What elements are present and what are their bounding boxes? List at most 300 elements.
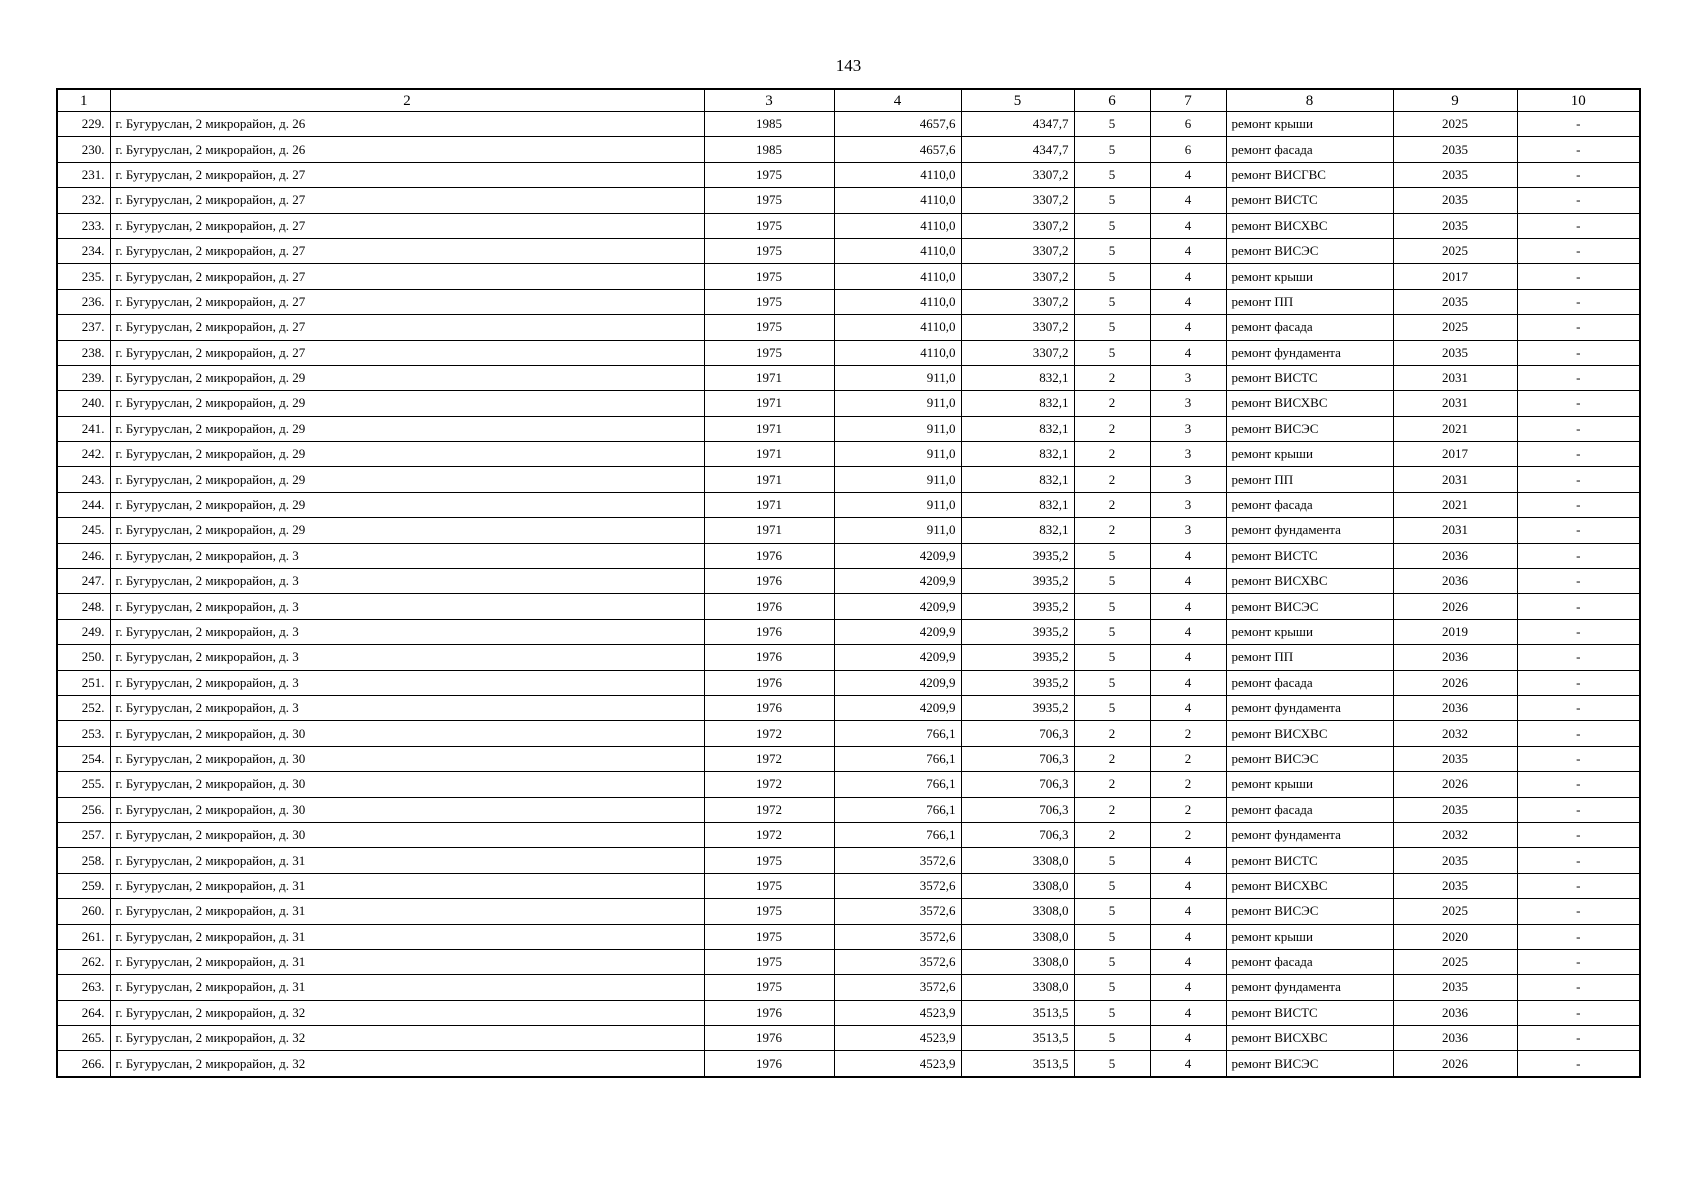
cell-year-built: 1971 [704,492,834,517]
cell-note: - [1517,340,1640,365]
cell-floors: 5 [1074,340,1150,365]
table-row [57,1051,1640,1077]
cell-total-area: 3572,6 [834,949,961,974]
cell-floors: 5 [1074,873,1150,898]
table-row [57,188,1640,213]
cell-total-area: 766,1 [834,822,961,847]
cell-floors: 5 [1074,949,1150,974]
cell-row-number: 252. [57,695,110,720]
cell-year-built: 1976 [704,670,834,695]
cell-year-built: 1976 [704,695,834,720]
page-number: 143 [835,56,862,75]
cell-work-type: ремонт ВИСХВС [1226,1026,1393,1051]
cell-work-type: ремонт фасада [1226,797,1393,822]
cell-work-type: ремонт ПП [1226,645,1393,670]
cell-entrances: 4 [1150,949,1226,974]
cell-entrances: 4 [1150,569,1226,594]
cell-work-type: ремонт фундамента [1226,822,1393,847]
cell-row-number: 249. [57,619,110,644]
cell-entrances: 4 [1150,340,1226,365]
cell-entrances: 3 [1150,365,1226,390]
cell-floors: 2 [1074,442,1150,467]
cell-row-number: 241. [57,416,110,441]
cell-entrances: 4 [1150,289,1226,314]
cell-total-area: 766,1 [834,721,961,746]
cell-address: г. Бугуруслан, 2 микрорайон, д. 29 [110,518,704,543]
cell-total-area: 4110,0 [834,340,961,365]
cell-note: - [1517,112,1640,137]
cell-entrances: 4 [1150,975,1226,1000]
cell-work-type: ремонт фасада [1226,949,1393,974]
cell-floors: 2 [1074,416,1150,441]
cell-year-built: 1971 [704,518,834,543]
cell-address: г. Бугуруслан, 2 микрорайон, д. 31 [110,873,704,898]
cell-address: г. Бугуруслан, 2 микрорайон, д. 32 [110,1051,704,1077]
cell-entrances: 3 [1150,391,1226,416]
cell-note: - [1517,391,1640,416]
cell-entrances: 3 [1150,416,1226,441]
cell-planned-year: 2036 [1393,695,1517,720]
cell-note: - [1517,238,1640,263]
cell-floors: 5 [1074,848,1150,873]
cell-entrances: 4 [1150,594,1226,619]
table-row [57,670,1640,695]
cell-note: - [1517,162,1640,187]
column-header-10: 10 [1517,89,1640,112]
cell-address: г. Бугуруслан, 2 микрорайон, д. 27 [110,162,704,187]
cell-note: - [1517,264,1640,289]
cell-planned-year: 2036 [1393,569,1517,594]
cell-floors: 2 [1074,797,1150,822]
table-row [57,442,1640,467]
cell-work-type: ремонт ВИСЭС [1226,594,1393,619]
cell-floors: 5 [1074,695,1150,720]
cell-year-built: 1976 [704,569,834,594]
table-row [57,416,1640,441]
cell-address: г. Бугуруслан, 2 микрорайон, д. 26 [110,112,704,137]
cell-floors: 5 [1074,645,1150,670]
cell-living-area: 706,3 [961,721,1074,746]
cell-year-built: 1975 [704,924,834,949]
cell-work-type: ремонт ВИСХВС [1226,391,1393,416]
cell-address: г. Бугуруслан, 2 микрорайон, д. 29 [110,365,704,390]
cell-work-type: ремонт ВИСЭС [1226,238,1393,263]
cell-entrances: 2 [1150,797,1226,822]
cell-row-number: 262. [57,949,110,974]
cell-address: г. Бугуруслан, 2 микрорайон, д. 32 [110,1026,704,1051]
table-row [57,340,1640,365]
cell-row-number: 261. [57,924,110,949]
column-header-1: 1 [57,89,110,112]
cell-floors: 2 [1074,467,1150,492]
cell-note: - [1517,137,1640,162]
cell-work-type: ремонт фасада [1226,492,1393,517]
cell-note: - [1517,1000,1640,1025]
table-row [57,772,1640,797]
cell-year-built: 1975 [704,289,834,314]
cell-work-type: ремонт крыши [1226,924,1393,949]
cell-address: г. Бугуруслан, 2 микрорайон, д. 29 [110,492,704,517]
cell-year-built: 1971 [704,442,834,467]
cell-planned-year: 2031 [1393,467,1517,492]
cell-entrances: 6 [1150,112,1226,137]
housing-repair-table [56,88,1641,1078]
cell-living-area: 3935,2 [961,645,1074,670]
cell-floors: 5 [1074,1051,1150,1077]
cell-floors: 5 [1074,619,1150,644]
cell-row-number: 254. [57,746,110,771]
cell-total-area: 4110,0 [834,315,961,340]
cell-floors: 5 [1074,899,1150,924]
cell-address: г. Бугуруслан, 2 микрорайон, д. 31 [110,848,704,873]
cell-living-area: 3935,2 [961,695,1074,720]
cell-floors: 2 [1074,391,1150,416]
cell-address: г. Бугуруслан, 2 микрорайон, д. 3 [110,670,704,695]
cell-total-area: 911,0 [834,518,961,543]
cell-total-area: 766,1 [834,746,961,771]
cell-row-number: 232. [57,188,110,213]
cell-row-number: 229. [57,112,110,137]
cell-planned-year: 2031 [1393,518,1517,543]
cell-entrances: 4 [1150,543,1226,568]
cell-entrances: 4 [1150,695,1226,720]
cell-work-type: ремонт ВИСЭС [1226,416,1393,441]
cell-entrances: 4 [1150,873,1226,898]
cell-address: г. Бугуруслан, 2 микрорайон, д. 3 [110,695,704,720]
cell-total-area: 4209,9 [834,695,961,720]
cell-entrances: 4 [1150,1051,1226,1077]
cell-work-type: ремонт ВИСХВС [1226,721,1393,746]
cell-row-number: 237. [57,315,110,340]
cell-note: - [1517,213,1640,238]
cell-year-built: 1971 [704,416,834,441]
table-row [57,1000,1640,1025]
cell-year-built: 1975 [704,975,834,1000]
cell-total-area: 4209,9 [834,569,961,594]
cell-living-area: 3307,2 [961,162,1074,187]
cell-living-area: 4347,7 [961,137,1074,162]
cell-note: - [1517,518,1640,543]
cell-living-area: 3307,2 [961,238,1074,263]
cell-note: - [1517,569,1640,594]
cell-row-number: 240. [57,391,110,416]
table-row [57,365,1640,390]
table-row [57,264,1640,289]
table-row [57,848,1640,873]
cell-floors: 5 [1074,162,1150,187]
cell-row-number: 264. [57,1000,110,1025]
cell-note: - [1517,873,1640,898]
table-row [57,137,1640,162]
cell-year-built: 1976 [704,1000,834,1025]
cell-note: - [1517,619,1640,644]
cell-entrances: 4 [1150,670,1226,695]
cell-note: - [1517,1051,1640,1077]
table-row [57,543,1640,568]
cell-planned-year: 2025 [1393,949,1517,974]
cell-work-type: ремонт ВИСХВС [1226,569,1393,594]
cell-living-area: 4347,7 [961,112,1074,137]
cell-note: - [1517,721,1640,746]
cell-living-area: 3935,2 [961,670,1074,695]
column-header-2: 2 [110,89,704,112]
cell-living-area: 706,3 [961,746,1074,771]
cell-living-area: 3307,2 [961,264,1074,289]
column-header-6: 6 [1074,89,1150,112]
cell-total-area: 766,1 [834,797,961,822]
cell-living-area: 3935,2 [961,543,1074,568]
cell-planned-year: 2036 [1393,1000,1517,1025]
cell-total-area: 4209,9 [834,645,961,670]
cell-planned-year: 2026 [1393,1051,1517,1077]
cell-note: - [1517,315,1640,340]
table-row [57,569,1640,594]
cell-note: - [1517,772,1640,797]
cell-total-area: 3572,6 [834,975,961,1000]
cell-total-area: 4209,9 [834,594,961,619]
cell-planned-year: 2032 [1393,822,1517,847]
cell-living-area: 3307,2 [961,213,1074,238]
cell-address: г. Бугуруслан, 2 микрорайон, д. 27 [110,213,704,238]
cell-living-area: 3308,0 [961,924,1074,949]
cell-address: г. Бугуруслан, 2 микрорайон, д. 29 [110,391,704,416]
cell-year-built: 1972 [704,746,834,771]
table-row [57,873,1640,898]
cell-living-area: 3513,5 [961,1000,1074,1025]
cell-work-type: ремонт ВИСХВС [1226,873,1393,898]
cell-entrances: 4 [1150,645,1226,670]
cell-living-area: 3513,5 [961,1026,1074,1051]
cell-planned-year: 2035 [1393,289,1517,314]
cell-note: - [1517,442,1640,467]
cell-floors: 2 [1074,746,1150,771]
cell-note: - [1517,924,1640,949]
cell-year-built: 1976 [704,594,834,619]
cell-row-number: 233. [57,213,110,238]
cell-address: г. Бугуруслан, 2 микрорайон, д. 30 [110,772,704,797]
cell-work-type: ремонт ВИСЭС [1226,746,1393,771]
cell-total-area: 4110,0 [834,188,961,213]
cell-planned-year: 2035 [1393,340,1517,365]
cell-floors: 5 [1074,112,1150,137]
cell-year-built: 1975 [704,873,834,898]
cell-total-area: 911,0 [834,365,961,390]
cell-floors: 2 [1074,822,1150,847]
cell-total-area: 3572,6 [834,924,961,949]
cell-note: - [1517,797,1640,822]
cell-row-number: 230. [57,137,110,162]
cell-planned-year: 2026 [1393,594,1517,619]
cell-year-built: 1971 [704,391,834,416]
cell-work-type: ремонт фасада [1226,670,1393,695]
cell-work-type: ремонт крыши [1226,619,1393,644]
cell-row-number: 243. [57,467,110,492]
cell-planned-year: 2025 [1393,315,1517,340]
cell-entrances: 4 [1150,848,1226,873]
table-body [57,112,1640,1077]
table-row [57,899,1640,924]
cell-note: - [1517,492,1640,517]
cell-row-number: 266. [57,1051,110,1077]
cell-address: г. Бугуруслан, 2 микрорайон, д. 27 [110,238,704,263]
cell-total-area: 911,0 [834,467,961,492]
cell-address: г. Бугуруслан, 2 микрорайон, д. 3 [110,645,704,670]
cell-row-number: 244. [57,492,110,517]
cell-year-built: 1985 [704,112,834,137]
cell-living-area: 832,1 [961,365,1074,390]
cell-total-area: 4657,6 [834,112,961,137]
cell-work-type: ремонт крыши [1226,264,1393,289]
cell-entrances: 4 [1150,1026,1226,1051]
cell-note: - [1517,289,1640,314]
cell-living-area: 3307,2 [961,289,1074,314]
cell-note: - [1517,949,1640,974]
cell-living-area: 3308,0 [961,848,1074,873]
cell-planned-year: 2035 [1393,873,1517,898]
cell-note: - [1517,543,1640,568]
cell-floors: 2 [1074,492,1150,517]
cell-address: г. Бугуруслан, 2 микрорайон, д. 3 [110,569,704,594]
cell-entrances: 3 [1150,467,1226,492]
cell-floors: 5 [1074,188,1150,213]
cell-total-area: 4523,9 [834,1000,961,1025]
cell-year-built: 1972 [704,721,834,746]
cell-entrances: 4 [1150,188,1226,213]
cell-floors: 5 [1074,670,1150,695]
cell-entrances: 4 [1150,1000,1226,1025]
cell-living-area: 706,3 [961,797,1074,822]
cell-floors: 5 [1074,238,1150,263]
column-header-8: 8 [1226,89,1393,112]
cell-entrances: 2 [1150,772,1226,797]
cell-living-area: 3308,0 [961,899,1074,924]
cell-address: г. Бугуруслан, 2 микрорайон, д. 3 [110,543,704,568]
cell-row-number: 246. [57,543,110,568]
cell-floors: 5 [1074,1026,1150,1051]
cell-floors: 5 [1074,543,1150,568]
cell-row-number: 239. [57,365,110,390]
cell-work-type: ремонт ВИСЭС [1226,899,1393,924]
cell-floors: 5 [1074,264,1150,289]
cell-total-area: 4110,0 [834,213,961,238]
cell-planned-year: 2035 [1393,746,1517,771]
cell-address: г. Бугуруслан, 2 микрорайон, д. 31 [110,924,704,949]
cell-address: г. Бугуруслан, 2 микрорайон, д. 3 [110,594,704,619]
cell-address: г. Бугуруслан, 2 микрорайон, д. 31 [110,975,704,1000]
cell-total-area: 4209,9 [834,619,961,644]
table-row [57,391,1640,416]
cell-planned-year: 2017 [1393,264,1517,289]
table-row [57,1026,1640,1051]
cell-living-area: 832,1 [961,391,1074,416]
cell-planned-year: 2035 [1393,848,1517,873]
cell-total-area: 4110,0 [834,289,961,314]
cell-year-built: 1975 [704,340,834,365]
table-row [57,492,1640,517]
cell-year-built: 1975 [704,213,834,238]
cell-planned-year: 2031 [1393,365,1517,390]
cell-row-number: 235. [57,264,110,289]
table-row [57,289,1640,314]
cell-note: - [1517,975,1640,1000]
column-header-5: 5 [961,89,1074,112]
cell-living-area: 3308,0 [961,873,1074,898]
cell-total-area: 911,0 [834,391,961,416]
cell-total-area: 3572,6 [834,873,961,898]
cell-living-area: 3308,0 [961,975,1074,1000]
cell-work-type: ремонт крыши [1226,772,1393,797]
cell-row-number: 253. [57,721,110,746]
cell-work-type: ремонт ВИСЭС [1226,1051,1393,1077]
cell-total-area: 766,1 [834,772,961,797]
table-row [57,721,1640,746]
cell-planned-year: 2026 [1393,670,1517,695]
cell-address: г. Бугуруслан, 2 микрорайон, д. 27 [110,289,704,314]
cell-year-built: 1975 [704,848,834,873]
table-row [57,518,1640,543]
cell-floors: 5 [1074,213,1150,238]
cell-address: г. Бугуруслан, 2 микрорайон, д. 30 [110,746,704,771]
cell-planned-year: 2035 [1393,188,1517,213]
cell-planned-year: 2025 [1393,112,1517,137]
cell-floors: 5 [1074,594,1150,619]
cell-year-built: 1976 [704,1051,834,1077]
column-header-3: 3 [704,89,834,112]
cell-work-type: ремонт ВИСГВС [1226,162,1393,187]
cell-planned-year: 2017 [1393,442,1517,467]
cell-living-area: 832,1 [961,442,1074,467]
cell-year-built: 1972 [704,822,834,847]
cell-total-area: 4110,0 [834,238,961,263]
cell-year-built: 1985 [704,137,834,162]
cell-planned-year: 2036 [1393,645,1517,670]
cell-address: г. Бугуруслан, 2 микрорайон, д. 30 [110,721,704,746]
cell-address: г. Бугуруслан, 2 микрорайон, д. 31 [110,899,704,924]
table-row [57,619,1640,644]
cell-note: - [1517,467,1640,492]
cell-entrances: 4 [1150,924,1226,949]
cell-living-area: 832,1 [961,518,1074,543]
cell-row-number: 259. [57,873,110,898]
cell-planned-year: 2026 [1393,772,1517,797]
cell-row-number: 250. [57,645,110,670]
column-header-4: 4 [834,89,961,112]
cell-address: г. Бугуруслан, 2 микрорайон, д. 30 [110,822,704,847]
cell-planned-year: 2035 [1393,137,1517,162]
cell-total-area: 4110,0 [834,162,961,187]
cell-address: г. Бугуруслан, 2 микрорайон, д. 31 [110,949,704,974]
cell-year-built: 1976 [704,645,834,670]
cell-living-area: 3307,2 [961,188,1074,213]
table-row [57,315,1640,340]
cell-total-area: 4209,9 [834,543,961,568]
cell-address: г. Бугуруслан, 2 микрорайон, д. 27 [110,188,704,213]
cell-row-number: 245. [57,518,110,543]
cell-year-built: 1975 [704,188,834,213]
cell-floors: 5 [1074,975,1150,1000]
cell-entrances: 4 [1150,162,1226,187]
cell-entrances: 4 [1150,238,1226,263]
cell-address: г. Бугуруслан, 2 микрорайон, д. 3 [110,619,704,644]
cell-living-area: 3935,2 [961,619,1074,644]
cell-living-area: 3935,2 [961,594,1074,619]
cell-year-built: 1971 [704,467,834,492]
cell-row-number: 260. [57,899,110,924]
cell-work-type: ремонт ВИСТС [1226,1000,1393,1025]
cell-work-type: ремонт крыши [1226,112,1393,137]
table-row [57,924,1640,949]
cell-year-built: 1975 [704,949,834,974]
